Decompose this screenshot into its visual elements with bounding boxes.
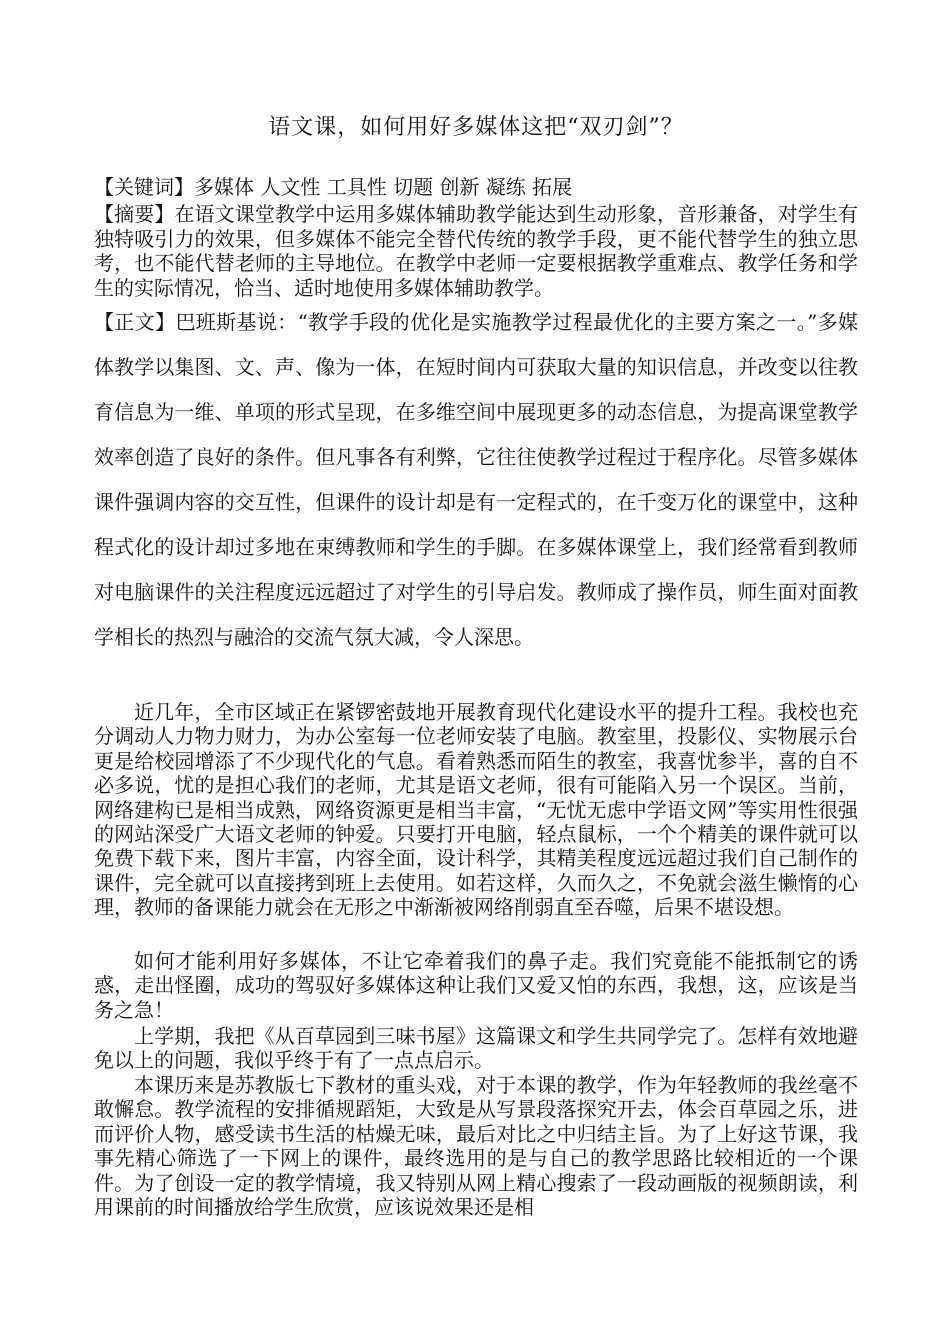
paragraph: 近几年，全市区域正在紧锣密鼓地开展教育现代化建设水平的提升工程。我校也充分调动人力物力财力，为办公室每一位老师安装了电脑。教室里，投影仪、实物展示台更是给校园增添了不少现代化的气息。看着熟悉而陌生的教室，我喜忧参半，喜的自不必多说，忧的是担心我们的老师，尤其是语文老师，很有可能陷入另一个误区。当前，网络建构已是相当成熟，网络资源更是相当丰富，“无忧无虑中学语文网”等实用性很强的网站深受广大语文老师的钟爱。只要打开电脑，轻点鼠标，一个个精美的课件就可以免费下载下来，图片丰富，内容全面，设计科学，其精美程度远远超过我们自己制作的课件，完全就可以直接拷到班上去使用。如若这样，久而久之，不免就会滋生懒惰的心理，教师的备课能力就会在无形之中渐渐被网络削弱直至吞噬，后果不堪设想。	[94, 700, 858, 920]
paragraph: 本课历来是苏教版七下教材的重头戏，对于本课的教学，作为年轻教师的我丝毫不敢懈怠。教学流程的安排循规蹈矩，大致是从写景段落探究开去，体会百草园之乐，进而评价人物，感受读书生活的枯燥无味，最后对比之中归结主旨。为了上好这节课，我事先精心筛选了一下网上的课件，最终选用的是与自己的教学思路比较相近的一个课件。为了创设一定的教学情境，我又特别从网上精心搜索了一段动画版的视频朗读，利用课前的时间播放给学生欣赏，应该说效果还是相	[94, 1073, 858, 1220]
abstract-paragraph	[94, 202, 858, 300]
keywords-label: 【关键词】	[94, 175, 194, 199]
body-intro-paragraph	[94, 300, 858, 660]
body-text: 巴班斯基说：“教学手段的优化是实施教学过程最优化的主要方案之一。”多媒体教学以集图、文、声、像为一体，在短时间内可获取大量的知识信息，并改变以往教育信息为一维、单项的形式呈现，在多维空间中展现更多的动态信息，为提高课堂教学效率创造了良好的条件。但凡事各有利弊，它往往使教学过程过于程序化。尽管多媒体课件强调内容的交互性，但课件的设计却是有一定程式的，在千变万化的课堂中，这种程式化的设计却过多地在束缚教师和学生的手脚。在多媒体课堂上，我们经常看到教师对电脑课件的关注程度远远超过了对学生的引导启发。教师成了操作员，师生面对面教学相长的热烈与融洽的交流气氛大减，令人深思。	[94, 310, 859, 649]
document-title: 语文课，如何用好多媒体这把“双刃剑”？	[268, 115, 684, 140]
keywords-text: 多媒体 人文性 工具性 切题 创新 凝练 拓展	[194, 175, 573, 199]
abstract-text: 在语文课堂教学中运用多媒体辅助教学能达到生动形象，音形兼备，对学生有独特吸引力的效果，但多媒体不能完全替代传统的教学手段，更不能代替学生的独立思考，也不能代替老师的主导地位。在教学中老师一定要根据教学重难点、教学任务和学生的实际情况，恰当、适时地使用多媒体辅助教学。	[94, 202, 859, 300]
body-label: 【正文】	[94, 310, 176, 334]
keywords-line	[94, 174, 858, 201]
paragraph: 上学期，我把《从百草园到三味书屋》这篇课文和学生共同学完了。怎样有效地避免以上的问题，我似乎终于有了一点点启示。	[94, 1024, 858, 1073]
paragraph: 如何才能利用好多媒体，不让它牵着我们的鼻子走。我们究竟能不能抵制它的诱惑，走出怪圈，成功的驾驭好多媒体这种让我们又爱又怕的东西，我想，这，应该是当务之急！	[94, 949, 858, 1022]
abstract-label: 【摘要】	[94, 202, 175, 226]
